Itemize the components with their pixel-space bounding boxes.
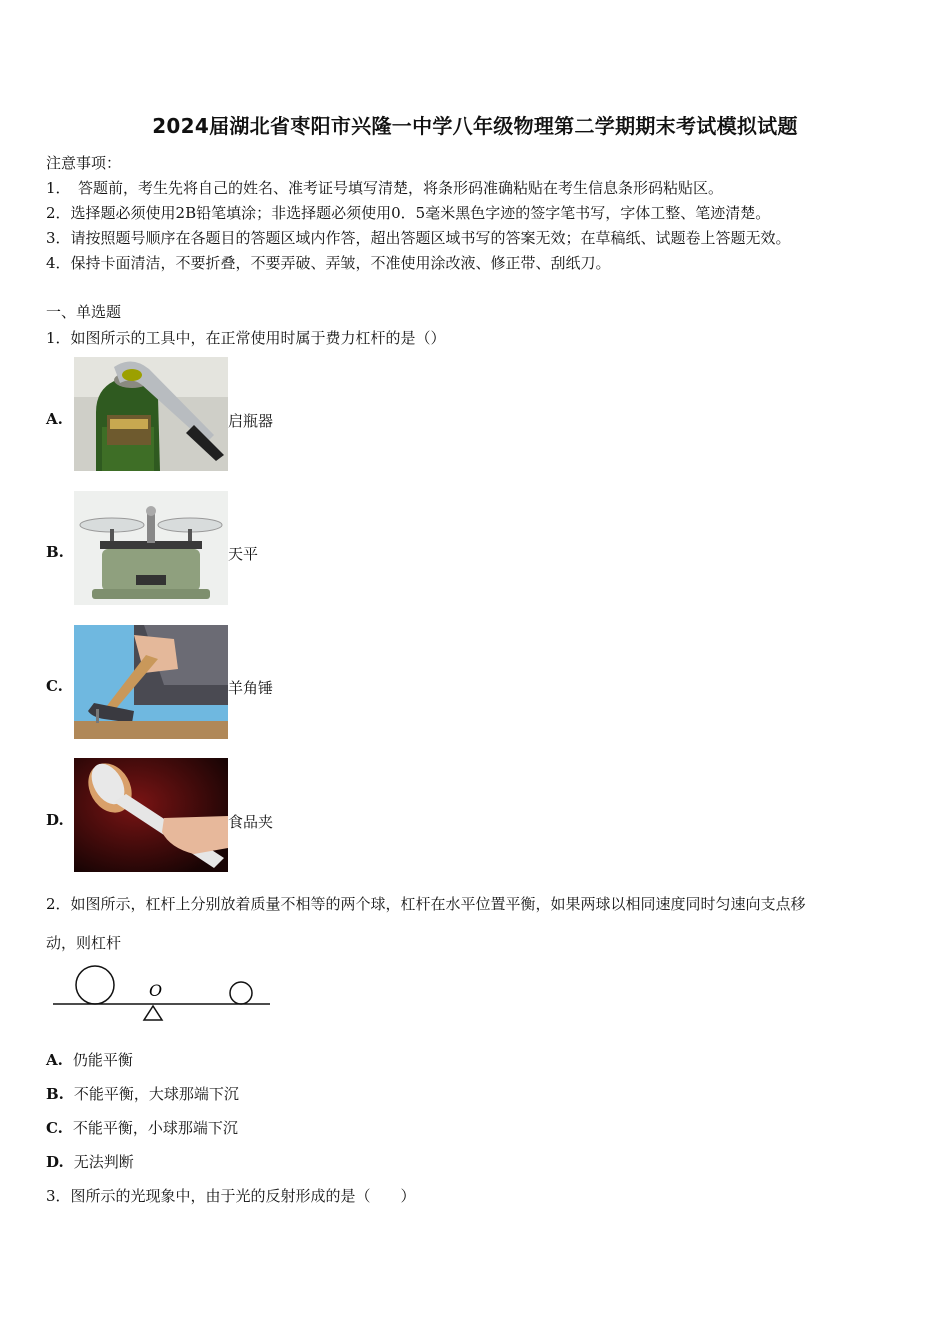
- q1-option-a-letter: A.: [46, 410, 63, 428]
- lever-figure: [50, 962, 275, 1026]
- q1-option-a-label: 启瓶器: [228, 412, 274, 430]
- notice-item: 1． 答题前，考生先将自己的姓名、准考证号填写清楚，将条形码准确粘贴在考生信息条形码粘贴区。: [46, 179, 724, 197]
- question-2-text: 2．如图所示，杠杆上分别放着质量不相等的两个球，杠杆在水平位置平衡，如果两球以相同速度同时匀速向支点移: [46, 895, 806, 913]
- notice-heading: 注意事项：: [46, 154, 122, 172]
- q1-option-c-label: 羊角锤: [228, 679, 274, 697]
- fulcrum-label: O: [149, 981, 163, 1000]
- section-heading: 一、单选题: [46, 303, 122, 321]
- claw-hammer-photo: [74, 625, 228, 739]
- bottle-opener-photo: [74, 357, 228, 471]
- question-3-text: 3．图所示的光现象中，由于光的反射形成的是（ ）: [46, 1187, 416, 1205]
- fulcrum: [144, 1006, 162, 1020]
- q1-option-b-letter: B.: [46, 543, 64, 561]
- notice-item: 4．保持卡面清洁，不要折叠，不要弄破、弄皱，不准使用涂改液、修正带、刮纸刀。: [46, 254, 611, 272]
- q1-option-b-label: 天平: [228, 545, 259, 563]
- notice-item: 2．选择题必须使用2B铅笔填涂；非选择题必须使用0．5毫米黑色字迹的签字笔书写，字体工整、笔迹清楚。: [46, 204, 771, 222]
- page-title: 2024届湖北省枣阳市兴隆一中学八年级物理第二学期期末考试模拟试题: [152, 114, 798, 138]
- q2-option-a: A. 仍能平衡: [46, 1051, 133, 1069]
- q2-option-c: C. 不能平衡，小球那端下沉: [46, 1119, 238, 1137]
- question-2-text-cont: 动，则杠杆: [46, 934, 122, 952]
- question-1-text: 1．如图所示的工具中，在正常使用时属于费力杠杆的是（）: [46, 329, 446, 347]
- small-ball: [230, 982, 252, 1004]
- large-ball: [76, 966, 114, 1004]
- q1-option-d-label: 食品夹: [228, 813, 274, 831]
- q1-option-c-letter: C.: [46, 677, 63, 695]
- balance-scale-photo: [74, 491, 228, 605]
- food-tongs-photo: [74, 758, 228, 872]
- q2-option-d: D. 无法判断: [46, 1153, 134, 1171]
- q2-option-b: B. 不能平衡，大球那端下沉: [46, 1085, 239, 1103]
- q1-option-d-letter: D.: [46, 811, 64, 829]
- notice-item: 3．请按照题号顺序在各题目的答题区域内作答，超出答题区域书写的答案无效；在草稿纸、试题卷上答题无效。: [46, 229, 791, 247]
